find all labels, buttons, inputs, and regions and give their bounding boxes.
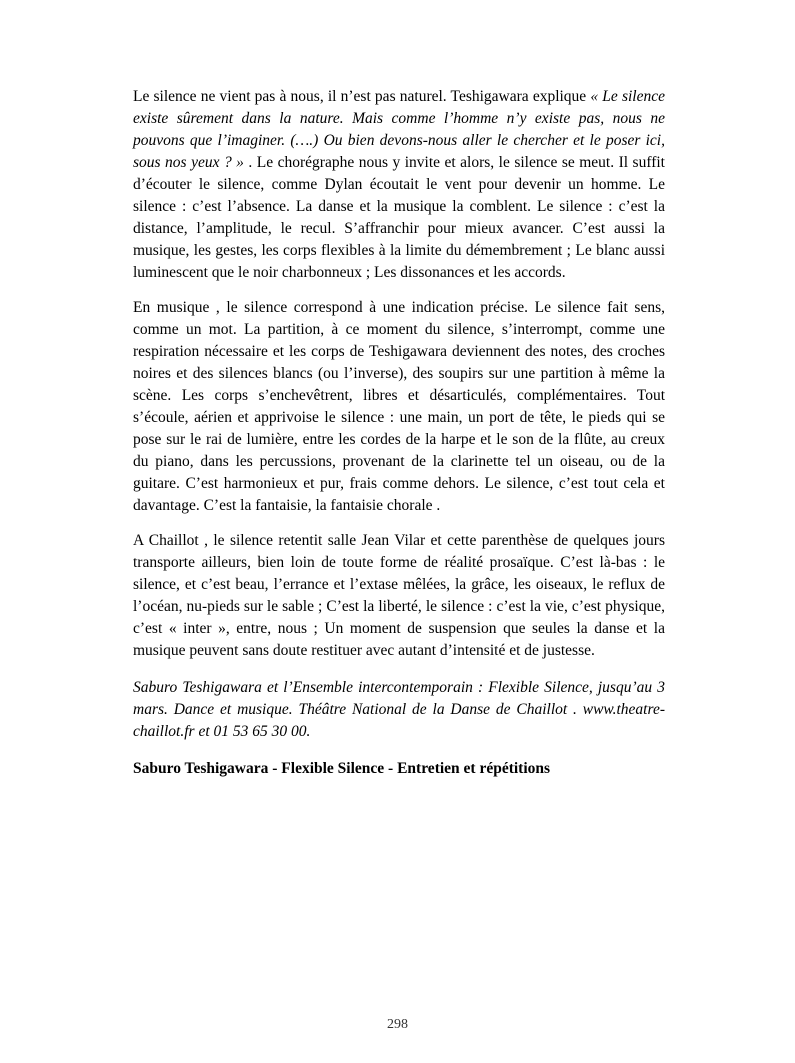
document-content bbox=[133, 86, 665, 793]
paragraph-title-bold: Saburo Teshigawara - Flexible Silence - Entretien et répétitions bbox=[133, 760, 551, 777]
paragraph-credits-italic: Saburo Teshigawara et l’Ensemble intercontemporain : Flexible Silence, jusqu’au 3 mars. Dance et musique. Théâtre National de la Danse de Chaillot . www.theatre-chaillot.fr et 01 53 65 30 00. bbox=[133, 679, 665, 740]
paragraph-1-quote-italic: « Le silence existe sûrement dans la nature. Mais comme l’homme n’y existe pas, nous ne pouvons que l’imaginer. (….) Ou bien devons-nous aller le chercher et le poser ici, sous nos yeux ? » bbox=[133, 88, 665, 171]
paragraph-1-lead-text: Le silence ne vient pas à nous, il n’est pas naturel. Teshigawara explique bbox=[133, 88, 591, 105]
paragraph-a-chaillot: A Chaillot , le silence retentit salle Jean Vilar et cette parenthèse de quelques jours transporte ailleurs, bien loin de toute forme de réalité prosaïque. C’est là-bas : le silence, et c’est beau, l’errance et l’extase mêlées, la grâce, les oiseaux, le reflux de l’océan, nu-pieds sur le sable ; C’est la liberté, le silence : c’est la vie, c’est physique, c’est « inter », entre, nous ; Un moment de suspension que seules la danse et la musique peuvent sans doute restituer avec autant d’intensité et de justesse. bbox=[133, 532, 665, 659]
page-number: 298 bbox=[387, 1017, 408, 1032]
paragraph-1-rest-text: . Le chorégraphe nous y invite et alors, le silence se meut. Il suffit d’écouter le silence, comme Dylan écoutait le vent pour devenir un homme. Le silence : c’est l’absence. La danse et la musique la comblent. Le silence : c’est la distance, l’amplitude, le recul. S’affranchir pour mieux avancer. C’est aussi la musique, les gestes, les corps flexibles à la limite du démembrement ; Le blanc aussi luminescent que le noir charbonneux ; Les dissonances et les accords. bbox=[133, 154, 665, 281]
paragraph-en-musique: En musique , le silence correspond à une indication précise. Le silence fait sens, comme un mot. La partition, à ce moment du silence, s’interrompt, comme une respiration nécessaire et les corps de Teshigawara deviennent des notes, des croches noires et des silences blancs (ou l’inverse), des soupirs sur une partition à même la scène. Les corps s’enchevêtrent, libres et désarticulés, complémentaires. Tout s’écoule, aérien et apprivoise le silence : une main, un port de tête, le pieds qui se pose sur le rai de lumière, entre les cordes de la harpe et le son de la flûte, au creux du piano, dans les percussions, provenant de la clarinette tel un oiseau, ou de la guitare. C’est harmonieux et pur, frais comme dehors. Le silence, c’est tout cela et davantage. C’est la fantaisie, la fantaisie chorale . bbox=[133, 299, 665, 514]
paragraph-silence-intro bbox=[133, 86, 665, 284]
